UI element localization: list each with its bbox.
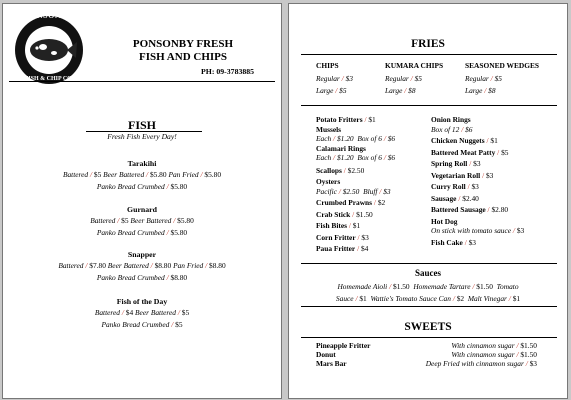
separator: / <box>173 216 176 225</box>
fish-prices-line <box>3 228 281 238</box>
sweet-detail <box>426 359 537 369</box>
fries-name: SEASONED WEDGES <box>465 61 539 70</box>
separator: / <box>516 341 519 350</box>
sweets-rule <box>301 337 557 338</box>
fish-prices-line <box>3 261 281 271</box>
fries-rule <box>301 54 557 55</box>
fish-name: Snapper <box>127 250 157 259</box>
separator: / <box>121 308 124 317</box>
fish-style: Pan Fried <box>173 261 204 270</box>
separator: / <box>490 74 493 83</box>
fish-style: Panko Bread Crumbed <box>101 320 170 329</box>
sauces-line-1: Homemade Aioli / $1.50 Homemade Tartare / $1.50 Tomato <box>337 282 519 291</box>
size-price: $5 <box>414 74 422 83</box>
size-price: $5 <box>339 86 347 95</box>
sweet-name: Donut <box>316 350 336 359</box>
separator: / <box>200 170 203 179</box>
size-label: Large <box>316 86 334 95</box>
fish-prices-line <box>3 308 281 318</box>
fries-regular <box>316 74 353 84</box>
sauces-heading: Sauces <box>414 268 441 278</box>
fries-name: KUMARA CHIPS <box>385 61 444 70</box>
fries-regular <box>465 74 502 84</box>
menu-item-price: $1 <box>368 115 376 124</box>
restaurant-title-line2: FISH AND CHIPS <box>138 51 228 63</box>
restaurant-title-line1: PONSONBY FRESH <box>132 38 234 50</box>
sauces-top-rule <box>301 263 557 264</box>
separator: / <box>404 86 407 95</box>
size-label: Regular <box>316 74 340 83</box>
fish-price: $5.80 <box>170 182 188 191</box>
fish-style: Beer Battered <box>103 170 145 179</box>
sweets-heading: SWEETS <box>404 321 452 333</box>
separator: / <box>146 170 149 179</box>
fish-style: Panko Bread Crumbed <box>96 273 165 282</box>
left-menu-page <box>2 3 282 399</box>
fish-name: Fish of the Day <box>116 297 168 306</box>
separator: / <box>150 261 153 270</box>
fish-prices-line <box>3 182 281 192</box>
fish-price: $5.80 <box>204 170 222 179</box>
size-label: Large <box>465 86 483 95</box>
separator: / <box>205 261 208 270</box>
sweet-name: Mars Bar <box>316 359 347 368</box>
fish-style: Battered <box>90 216 116 225</box>
fish-style: Panko Bread Crumbed <box>96 228 165 237</box>
fish-price: $5.80 <box>149 170 167 179</box>
fish-style: Battered <box>58 261 84 270</box>
fish-name: Tarakihi <box>127 159 157 168</box>
size-label: Regular <box>385 74 409 83</box>
separator: / <box>410 74 413 83</box>
fish-prices-line <box>3 170 281 180</box>
fish-style: Beer Battered <box>107 261 149 270</box>
separator: / <box>335 86 338 95</box>
sweet-name: Pineapple Fritter <box>316 341 371 350</box>
phone-number: PH: 09-3783885 <box>201 67 255 76</box>
fish-price: $8.80 <box>170 273 188 282</box>
separator: / <box>177 308 180 317</box>
separator: / <box>516 350 519 359</box>
size-price: $5 <box>494 74 502 83</box>
sweet-price: $3 <box>529 359 537 368</box>
fish-price: $5.80 <box>177 216 194 225</box>
fish-price: $4 <box>125 308 134 317</box>
fish-subheading: Fresh Fish Every Day! <box>107 132 177 141</box>
fish-price: $5 <box>175 320 183 329</box>
right-menu-page <box>288 3 568 399</box>
sides-right-column: Onion Rings Box of 12 / $6 Chicken Nuggets / $1 Battered Meat Patty / $5 Spring Roll / $3 Vegetarian Roll / $3 Curry Roll / $3 Sausage / $2.40 Battered Sausage / $2.80 Hot Dog On stick with tomato sauce / $3 Fish Cake / $3 <box>431 115 566 247</box>
separator: / <box>341 74 344 83</box>
fish-price: $5.80 <box>170 228 188 237</box>
menu-item-name: Potato Fritters <box>316 115 363 124</box>
fish-prices-line <box>3 273 281 283</box>
separator: / <box>166 273 169 282</box>
fish-style: Pan Fried <box>168 170 199 179</box>
separator: / <box>90 170 93 179</box>
sauces-line-2: Sauce / $1 Wattie's Tomato Sauce Can / $2 Malt Vinegar / $1 <box>335 294 521 303</box>
size-price: $8 <box>408 86 416 95</box>
fish-price: $8.80 <box>209 261 226 270</box>
fish-prices-line <box>3 320 281 330</box>
fish-style: Battered <box>94 308 120 317</box>
separator: / <box>525 359 528 368</box>
menu-item-name: Onion Rings <box>431 115 471 124</box>
fries-name: CHIPS <box>316 61 339 70</box>
separator: / <box>85 261 88 270</box>
sweet-note: Deep Fried with cinnamon sugar <box>425 359 524 368</box>
separator: / <box>166 228 169 237</box>
fish-style: Beer Battered <box>135 308 177 317</box>
sides-left-column: Potato Fritters / $1 Mussels Each / $1.20 Box of 6 / $6 Calamari Rings Each / $1.20 Box of 6 / $6 Scallops / $2.50 Oysters Pacific / $2.50 Bluff / $3 Crumbed Prawns / $2 Crab Stick / $1.50 Fish Bites / $1 Corn Fritter / $3 Paua Fritter / $4 <box>316 115 448 254</box>
separator: / <box>166 182 169 191</box>
fish-style: Battered <box>62 170 89 179</box>
separator: / <box>484 86 487 95</box>
fish-price: $8.80 <box>154 261 172 270</box>
fish-style: Panko Bread Crumbed <box>96 182 165 191</box>
fish-prices-line <box>3 216 281 226</box>
sweet-price: $1.50 <box>520 350 537 359</box>
size-label: Regular <box>465 74 489 83</box>
sweet-note: With cinnamon sugar <box>451 341 515 350</box>
fries-heading: FRIES <box>411 38 445 50</box>
size-price: $3 <box>345 74 353 83</box>
logo-top-text: PONSONBY <box>24 11 74 20</box>
header-divider <box>9 81 275 82</box>
logo-bottom-text: FISH & CHIP CO. <box>24 76 74 82</box>
sauces-bottom-rule <box>301 306 557 307</box>
fish-heading: FISH <box>127 118 156 132</box>
fish-name: Gurnard <box>127 205 157 214</box>
fries-regular <box>385 74 422 84</box>
fries-large <box>316 86 347 96</box>
fries-large <box>465 86 496 96</box>
fish-price: $5 <box>181 308 190 317</box>
fish-price: $5 <box>121 216 129 225</box>
separator: / <box>171 320 174 329</box>
size-label: Large <box>385 86 403 95</box>
separator: / <box>117 216 120 225</box>
menu-item-name: Hot Dog <box>431 216 458 226</box>
fish-style: Beer Battered <box>130 216 172 225</box>
menu-item-name: Calamari Rings <box>316 143 366 153</box>
fish-price: $7.80 <box>89 261 106 270</box>
fries-bottom-rule <box>301 105 557 106</box>
sweet-price: $1.50 <box>520 341 537 350</box>
size-price: $8 <box>488 86 496 95</box>
menu-item-name: Oysters <box>316 177 341 186</box>
fish-price: $5 <box>93 170 102 179</box>
menu-item-name: Mussels <box>316 124 342 134</box>
sweet-note: With cinnamon sugar <box>451 350 515 359</box>
fries-large <box>385 86 416 96</box>
